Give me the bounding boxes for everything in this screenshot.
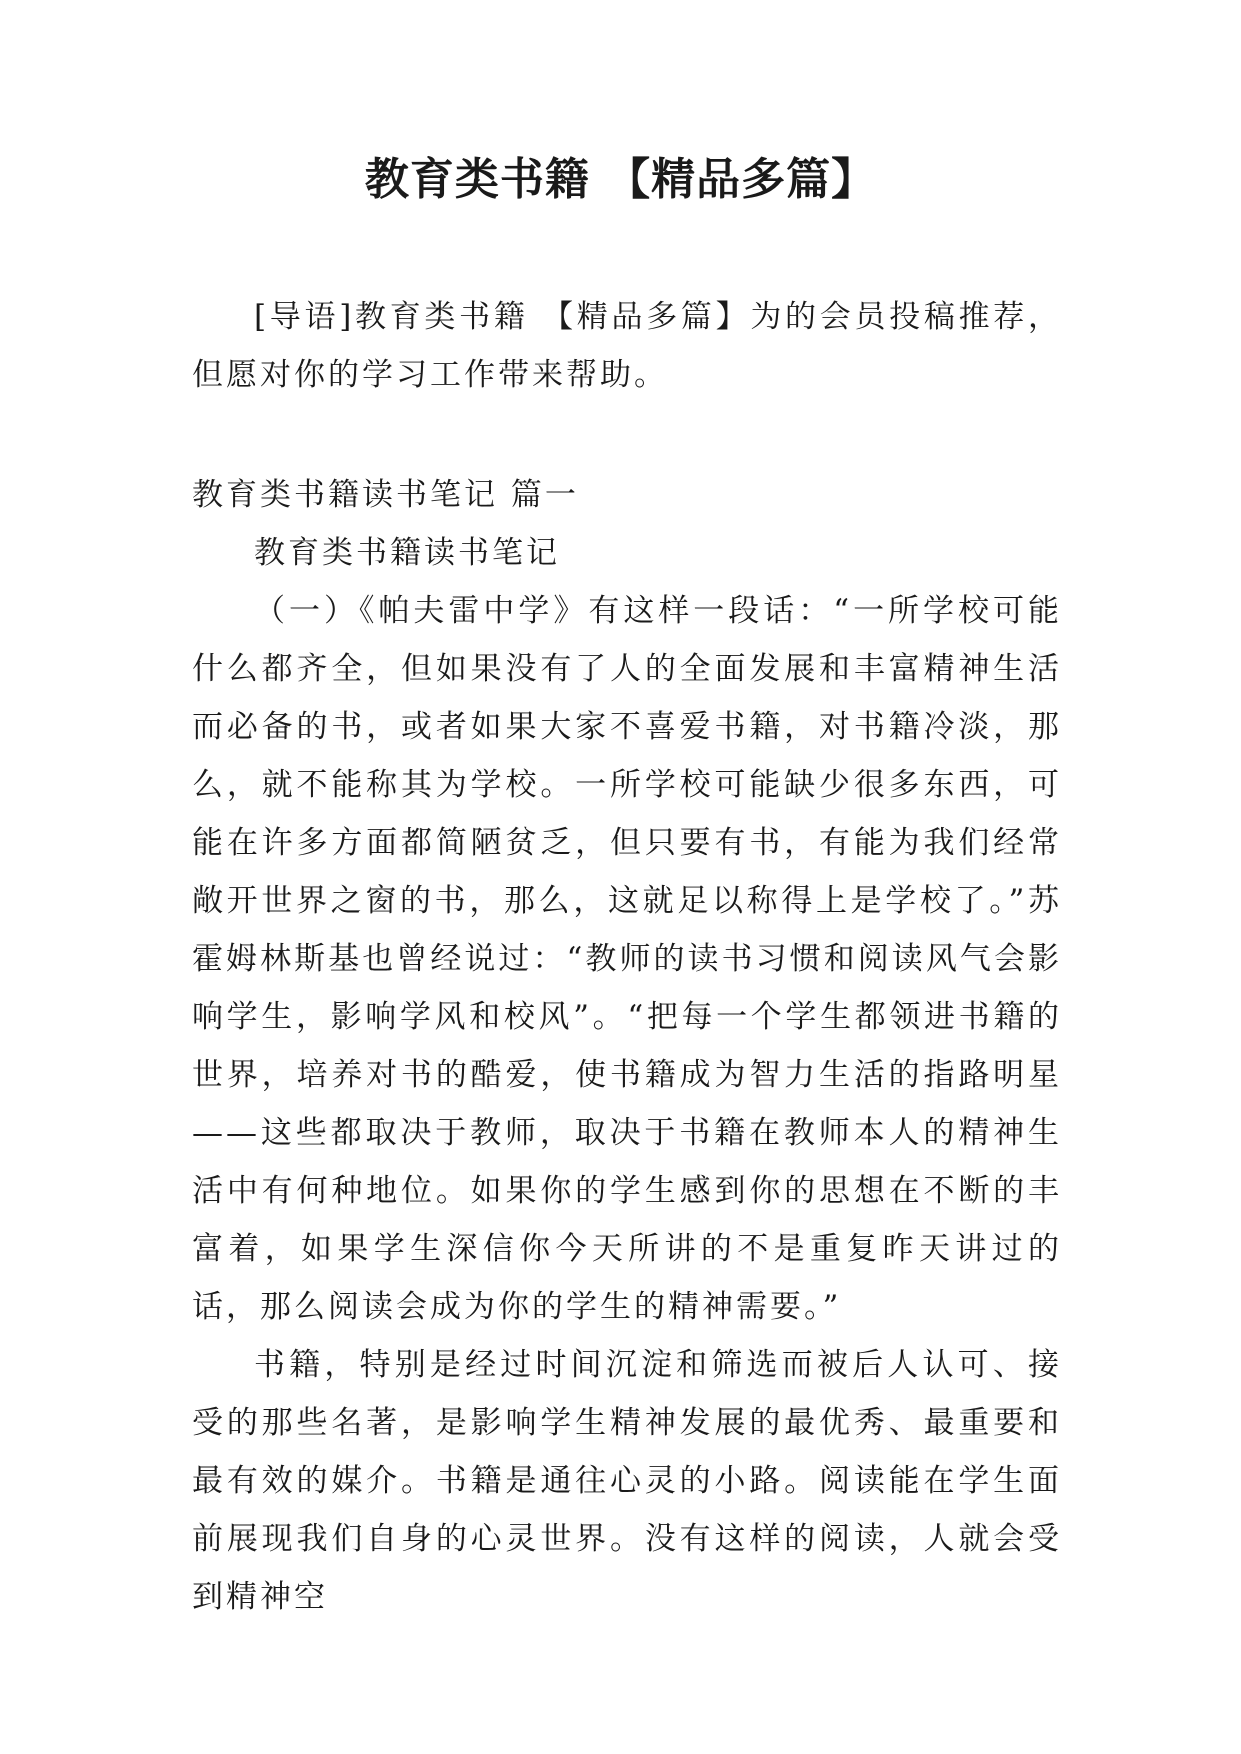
document-title: 教育类书籍 【精品多篇】: [364, 154, 877, 205]
intro-paragraph: [导语]教育类书籍 【精品多篇】为的会员投稿推荐，但愿对你的学习工作带来帮助。: [192, 299, 1062, 393]
body-paragraph-1: （一）《帕夫雷中学》有这样一段话：“一所学校可能什么都齐全，但如果没有了人的全面发展和丰富精神生活而必备的书，或者如果大家不喜爱书籍，对书籍冷淡，那么，就不能称其为学校。一所学校可能缺少很多东西，可能在许多方面都简陋贫乏，但只要有书，有能为我们经常敞开世界之窗的书，那么，这就足以称得上是学校了。”苏霍姆林斯基也曾经说过：“教师的读书习惯和阅读风气会影响学生，影响学风和校风”。“把每一个学生都领进书籍的世界，培养对书的酷爱，使书籍成为智力生活的指路明星——这些都取决于教师，取决于书籍在教师本人的精神生活中有何种地位。如果你的学生感到你的思想在不断的丰富着，如果学生深信你今天所讲的不是重复昨天讲过的话，那么阅读会成为你的学生的精神需要。”: [192, 593, 1062, 1325]
section-heading: 教育类书籍读书笔记 篇一: [192, 477, 579, 513]
document-body: [192, 288, 1062, 1626]
subheading: 教育类书籍读书笔记: [254, 535, 560, 571]
body-paragraph-2: 书籍，特别是经过时间沉淀和筛选而被后人认可、接受的那些名著，是影响学生精神发展的最优秀、最重要和最有效的媒介。书籍是通往心灵的小路。阅读能在学生面前展现我们自身的心灵世界。没有这样的阅读，人就会受到精神空: [192, 1347, 1062, 1615]
